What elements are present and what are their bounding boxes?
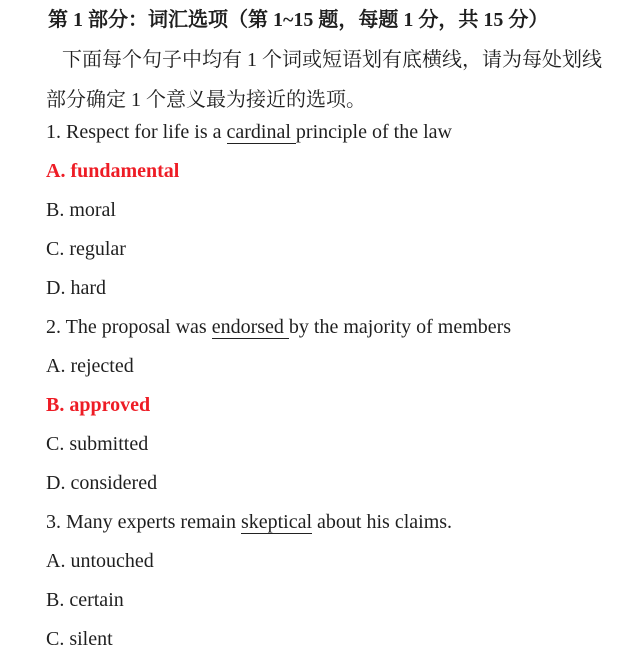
questions-section (46, 113, 602, 651)
question-3-underlined-word: skeptical (240, 511, 313, 533)
question-2-option-c: C. submitted (46, 433, 149, 455)
question-2-stem-post: by the majority of members (288, 316, 512, 338)
question-3-stem (46, 503, 602, 542)
question-1-option-c: C. regular (46, 238, 126, 260)
instructions-line-1: 下面每个句子中均有 1 个词或短语划有底横线，请为每处划线 (62, 49, 602, 71)
section-title: 第 1 部分：词汇选项（第 1~15 题，每题 1 分，共 15 分） (48, 9, 549, 31)
question-1-option-d: D. hard (46, 277, 106, 299)
question-1-stem-post: principle of the law (295, 121, 452, 143)
question-1-option-a: A. fundamental (46, 160, 180, 182)
question-3-stem-pre: 3. Many experts remain (46, 511, 241, 533)
question-1-option-b: B. moral (46, 199, 116, 221)
instructions-line-2: 部分确定 1 个意义最为接近的选项。 (46, 89, 366, 111)
question-2-option-a: A. rejected (46, 355, 134, 377)
question-3-stem-post: about his claims. (312, 511, 453, 533)
question-3-option-c: C. silent (46, 628, 113, 650)
question-1-underlined-word: cardinal (226, 121, 296, 143)
question-3-option-b: B. certain (46, 589, 124, 611)
question-2-option-b: B. approved (46, 394, 151, 416)
question-2-option-d: D. considered (46, 472, 158, 494)
question-2-underlined-word: endorsed (211, 316, 289, 338)
question-1-stem (46, 113, 602, 152)
question-2-stem (46, 308, 602, 347)
question-2-stem-pre: 2. The proposal was (46, 316, 212, 338)
question-3-option-a: A. untouched (46, 550, 154, 572)
question-1-stem-pre: 1. Respect for life is a (46, 121, 227, 143)
